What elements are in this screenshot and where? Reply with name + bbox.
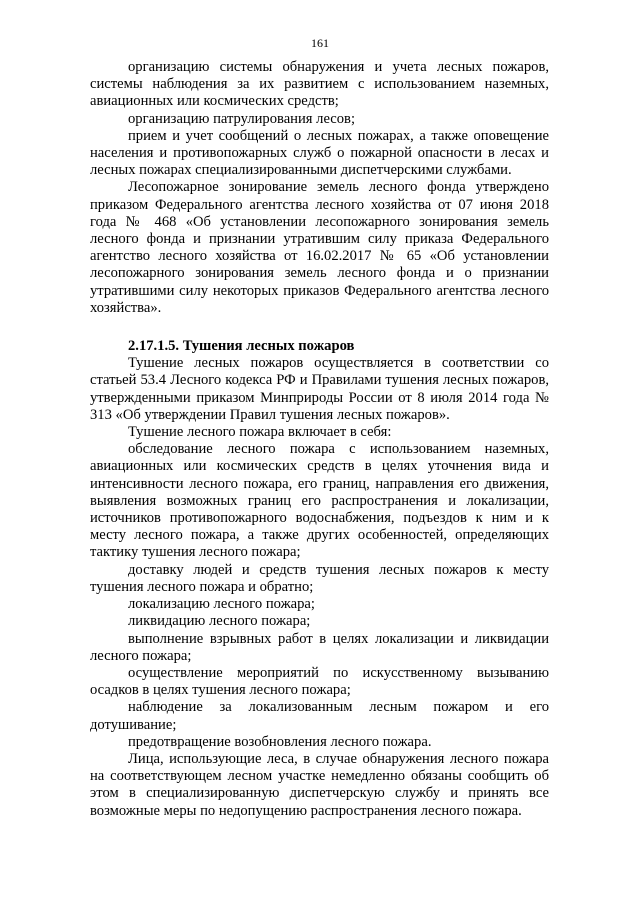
paragraph: Лица, использующие леса, в случае обнаружения лесного пожара на соответствующем лесном участке немедленно обязаны сообщить об этом в специализированную диспетчерскую службу и принять все возможные меры по недопущению распространения лесного пожара. bbox=[90, 750, 549, 819]
list-item: осуществление мероприятий по искусственному вызыванию осадков в целях тушения лесного пожара; bbox=[90, 664, 549, 699]
paragraph: Лесопожарное зонирование земель лесного фонда утверждено приказом Федерального агентства лесного хозяйства от 07 июня 2018 года № 468 «Об установлении лесопожарного зонирования земель лесного фонда и признании утратившим силу приказа Федерального агентство лесного хозяйства от 16.02.2017 № 65 «Об установлении лесопожарного зонирования земель лесного фонда и о признании утратившими силу некоторых приказов Федерального агентства лесного хозяйства». bbox=[90, 179, 549, 316]
paragraph: Тушение лесного пожара включает в себя: bbox=[128, 424, 392, 441]
paragraph: Тушение лесных пожаров осуществляется в соответствии со статьей 53.4 Лесного кодекса РФ и Правилами тушения лесных пожаров, утвержденными приказом Минприроды России от 8 июля 2014 года № 313 «Об утверждении Правил тушения лесных пожаров». bbox=[90, 355, 549, 423]
paragraph: организацию патрулирования лесов; bbox=[128, 110, 356, 127]
list-item: локализацию лесного пожара; bbox=[128, 596, 315, 613]
section-heading: 2.17.1.5. Тушения лесных пожаров bbox=[128, 338, 355, 355]
list-item: предотвращение возобновления лесного пожара. bbox=[128, 733, 432, 750]
page-number: 161 bbox=[311, 36, 329, 50]
list-item: обследование лесного пожара с использованием наземных, авиационных или космических средств в целях уточнения вида и интенсивности лесного пожара, его границ, направления его движения, выявления возможных границ его распространения и локализации, источников противопожарного водоснабжения, подъездов к ним и к месту лесного пожара, а также других особенностей, определяющих тактику тушения лесного пожара; bbox=[90, 441, 549, 561]
paragraph: организацию системы обнаружения и учета лесных пожаров, системы наблюдения за их развитием с использованием наземных, авиационных или космических средств; bbox=[90, 59, 549, 110]
list-item: выполнение взрывных работ в целях локализации и ликвидации лесного пожара; bbox=[90, 630, 549, 664]
document-body bbox=[90, 59, 549, 820]
paragraph: прием и учет сообщений о лесных пожарах, а также оповещение населения и противопожарных служб о пожарной опасности в лесах и лесных пожарах специализированными диспетчерскими службами. bbox=[90, 127, 549, 179]
list-item: ликвидацию лесного пожара; bbox=[128, 613, 311, 630]
list-item: доставку людей и средств тушения лесных пожаров к месту тушения лесного пожара и обратно; bbox=[90, 561, 549, 595]
list-item: наблюдение за локализованным лесным пожаром и его дотушивание; bbox=[90, 699, 549, 733]
